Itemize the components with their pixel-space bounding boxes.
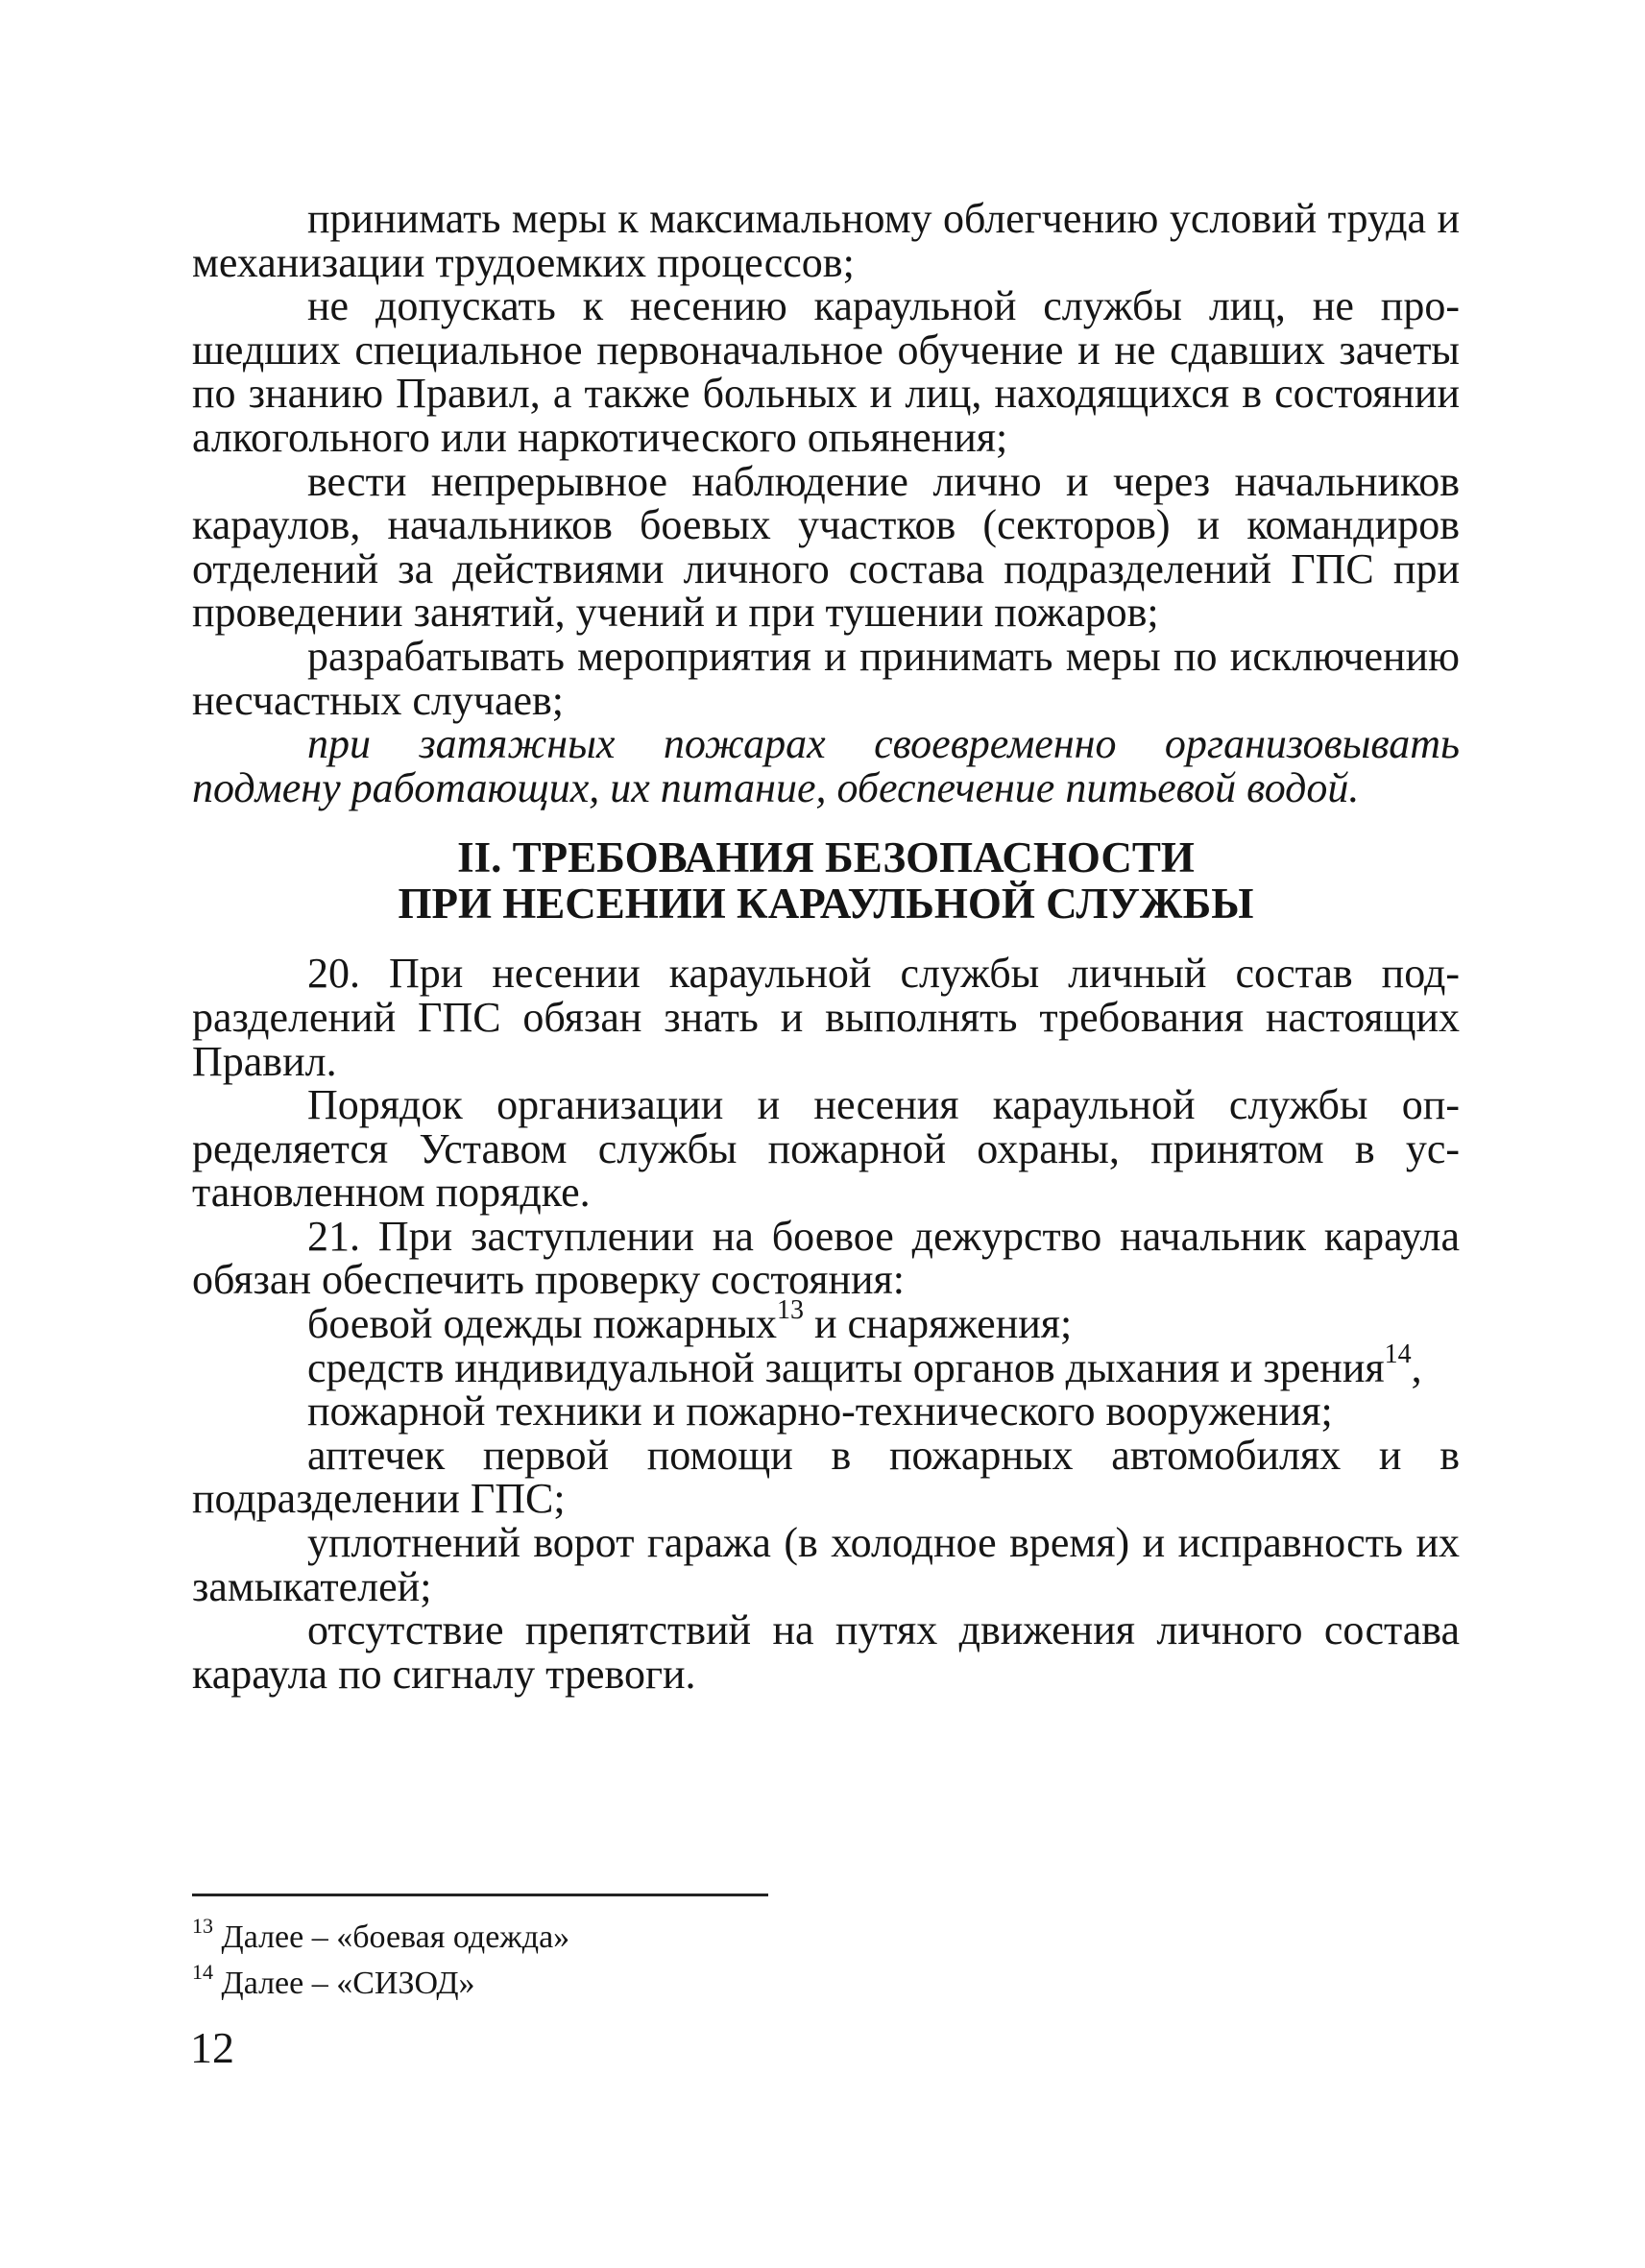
list-item-protective-clothing: [192, 1295, 1460, 1348]
footnote-divider: [192, 1894, 768, 1896]
respiratory-protection-text: средств индивидуальной защиты органов дыхания и зрения: [307, 1343, 1385, 1391]
footnote-14-text: Далее – «СИЗОД»: [213, 1966, 475, 2001]
paragraph-admission-restrictions: не допускать к несению караульной службы лиц, не прошедших специальное первоначальное обучение и не сдавших зачеты по знанию Правил, а также больных и лиц, находящихся в состоянии алкогольного или наркотического опьянения;: [192, 282, 1460, 461]
footnote-14: [192, 1961, 1152, 2007]
respiratory-protection-tail: ,: [1411, 1343, 1422, 1391]
section-heading: [192, 834, 1460, 927]
footnote-14-marker: 14: [192, 1959, 213, 1984]
list-item-respiratory-protection: [192, 1339, 1460, 1391]
paragraph-20: 20. При несении караульной службы личный состав подразделений ГПС обязан знать и выполнять требования настоящих Правил.: [192, 950, 1460, 1085]
section-heading-line-1: II. ТРЕБОВАНИЯ БЕЗОПАСНОСТИ: [457, 833, 1195, 882]
page-body: [192, 197, 1460, 1696]
paragraph-working-conditions: принимать меры к максимальному облегчению условий труда и механизации трудоемких процессов;: [192, 195, 1460, 286]
footnote-13-text: Далее – «боевая одежда»: [213, 1919, 570, 1955]
paragraph-prolonged-fires: при затяжных пожарах своевременно организовывать подмену работающих, их питание, обеспечение питьевой водой.: [192, 720, 1460, 811]
list-item-first-aid: аптечек первой помощи в пожарных автомобилях и в подразделении ГПС;: [192, 1431, 1460, 1523]
footnote-13: [192, 1915, 1152, 1961]
page-number: 12: [190, 2023, 234, 2072]
paragraph-service-order: Порядок организации и несения караульной службы определяется Уставом службы пожарной охраны, принятом в установленном порядке.: [192, 1081, 1460, 1217]
protective-clothing-tail: и снаряжения;: [803, 1300, 1073, 1348]
footnote-ref-13: 13: [776, 1295, 804, 1326]
section-heading-line-2: ПРИ НЕСЕНИИ КАРАУЛЬНОЙ СЛУЖБЫ: [398, 880, 1254, 929]
paragraph-accident-prevention: разрабатывать мероприятия и принимать меры по исключению несчастных случаев;: [192, 632, 1460, 724]
footnote-13-marker: 13: [192, 1913, 213, 1938]
paragraph-21: 21. При заступлении на боевое дежурство начальник караула обязан обеспечить проверку состояния:: [192, 1212, 1460, 1304]
footnote-ref-14: 14: [1384, 1339, 1412, 1369]
paragraph-supervision: вести непрерывное наблюдение лично и через начальников караулов, начальников боевых участков (секторов) и командиров отделений за действиями личного состава подразделений ГПС при проведении занятий, учений и при тушении пожаров;: [192, 457, 1460, 637]
list-item-no-obstacles: отсутствие препятствий на путях движения личного состава караула по сигналу тревоги.: [192, 1606, 1460, 1698]
list-item-fire-equipment: пожарной техники и пожарно-технического вооружения;: [307, 1387, 1333, 1436]
protective-clothing-text: боевой одежды пожарных: [307, 1300, 777, 1348]
footnotes: [192, 1915, 1152, 2007]
list-item-garage-gates: уплотнений ворот гаража (в холодное время) и исправность их замыкателей;: [192, 1519, 1460, 1610]
